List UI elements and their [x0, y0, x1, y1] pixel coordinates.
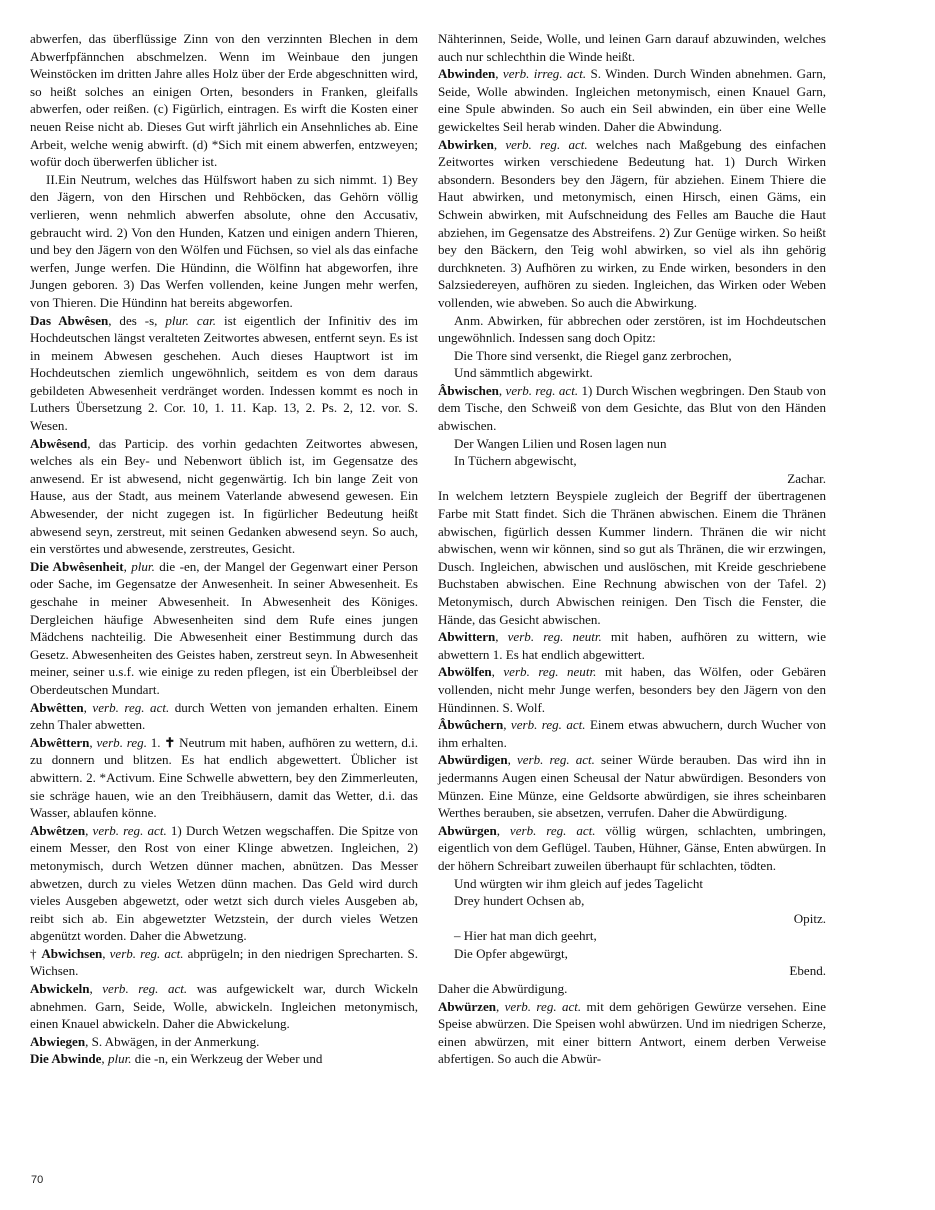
entry-text: ,: [85, 822, 93, 838]
entry-text: mit haben, aufhören zu wittern, wie abwettern 1. Es hat endlich abgewittert.: [438, 629, 826, 662]
entry-text: Und würgten wir ihm gleich auf jedes Tagelicht: [454, 875, 703, 891]
entry-text: Die Thore sind versenkt, die Riegel ganz zerbrochen,: [454, 347, 732, 363]
dictionary-entry: [30, 312, 418, 435]
citation-source: [438, 962, 826, 980]
entry-text: Anm. Abwirken, für abbrechen oder zerstören, ist im Hochdeutschen ungewöhnlich. Indessen sang doch Opitz:: [438, 312, 826, 346]
dictionary-entry: [438, 136, 826, 312]
grammar-label: verb. reg.: [96, 734, 147, 750]
verse-line: [438, 945, 826, 963]
headword: Abwickeln: [30, 981, 90, 997]
headword: Abwürzen: [438, 998, 496, 1014]
dictionary-entry: [30, 945, 418, 980]
entry-text: ,: [101, 1051, 108, 1067]
entry-text: Ebend.: [789, 963, 826, 979]
entry-text: Nähterinnen, Seide, Wolle, und leinen Garn darauf abzuwinden, welches auch nur schlechthin die Winde heißt.: [438, 31, 826, 64]
entry-text: Daher die Abwürdigung.: [438, 981, 568, 997]
headword: Abwürdigen: [438, 752, 508, 768]
entry-text: ,: [89, 981, 103, 997]
headword: Abwinden: [438, 66, 496, 82]
entry-text: mit haben, das Wölfen, oder Gebären vollenden, nicht mehr Junge werfen, besonders bey den Jägern von den Hündinnen. S. Wolf.: [438, 664, 826, 715]
entry-text: Die Opfer abgewürgt,: [454, 945, 568, 961]
dictionary-entry: [30, 980, 418, 1033]
verse-line: [438, 347, 826, 365]
grammar-label: verb. reg. neutr.: [507, 629, 602, 645]
headword: Die Abwêsenheit: [30, 558, 124, 574]
grammar-label: plur.: [131, 558, 155, 574]
dictionary-entry: [30, 822, 418, 945]
headword: Abwiegen: [30, 1033, 86, 1049]
entry-text: ,: [83, 699, 93, 715]
grammar-label: verb. irreg. act.: [502, 66, 587, 82]
verse-line: [438, 892, 826, 910]
dictionary-entry: [438, 382, 826, 435]
dictionary-entry: [30, 435, 418, 558]
entry-text: ,: [123, 558, 132, 574]
entry-text: ,: [102, 945, 110, 961]
grammar-label: verb. reg. act.: [516, 752, 595, 768]
entry-text: In welchem letztern Beyspiele zugleich der Begriff der übertragenen Farbe mit Statt findet. Sich die Thränen abwischen. Einem die Thränen abwischen, figürlich dessen Kummer lindern. Thränen die wir nicht abwischen, wenn wir können, sind so gut als Thränen, die wir erzwingen, Dusch. Ingleichen, abwischen und auslöschen, mit Kreide geschriebene Buchstaben abwischen. Eine Rechnung abwischen von der Tafel. 2) Metonymisch, durch Abwischen reinigen. Den Tisch die Fenster, die Hände, das Gesicht abwischen.: [438, 488, 826, 627]
headword: Abwürgen: [438, 822, 497, 838]
entry-text: ,: [495, 66, 503, 82]
grammar-label: plur. car.: [165, 312, 217, 328]
headword: Abwittern: [438, 629, 496, 645]
entry-text: ,: [503, 717, 511, 733]
entry-text: S. Winden. Durch Winden abnehmen. Garn, Seide, Wolle abwinden. Ingleichen metonymisch, einen Knauel Garn, eine Spule abwinden. So auch ein Seil abwinden, ein über eine Welle gewickeltes Seil herab winden. Daher die Abwindung.: [438, 66, 826, 134]
dictionary-entry: [30, 30, 418, 171]
headword: Âbwûchern: [438, 717, 504, 733]
grammar-label: verb. reg. act.: [109, 945, 184, 961]
entry-text: II.Ein Neutrum, welches das Hülfswort haben zu sich nimmt. 1) Bey den Jägern, von den Hirschen und Rehböcken, das Gehörn völlig verlieren, wenn nehmlich abwerfen absolute, ohne den Accusativ, gebraucht wird. 2) Von den Hunden, Katzen und einigen andern Thieren, und bey den Jägern von den Wölfen und Füchsen, so viel als das einfache werfen, Junge werfen. Die Hündinn, die Wölfinn hat abgeworfen, ihre Jungen geboren. 3) Das Werfen vollenden, keine Jungen mehr werfen, von Thieren. Die Hündinn hat bereits abgeworfen.: [30, 171, 418, 310]
entry-text: ,: [507, 752, 517, 768]
entry-text: †: [30, 945, 42, 961]
headword: Abwêsend: [30, 435, 88, 451]
dictionary-entry: [438, 822, 826, 875]
grammar-label: verb. reg. act.: [92, 699, 170, 715]
entry-text: völlig würgen, schlachten, umbringen, eigentlich von dem Geflügel. Tauben, Hühner, Gänse, Enten abwürgen. In der höhern Schreibart zuweilen überhaupt für schlachten, tödten.: [438, 822, 826, 873]
dictionary-entry: [30, 558, 418, 699]
headword: Das Abwêsen: [30, 312, 109, 328]
grammar-label: verb. reg. act.: [102, 981, 188, 997]
dictionary-entry: [438, 312, 826, 347]
dictionary-entry: [438, 65, 826, 135]
dictionary-entry: [438, 998, 826, 1068]
headword: Abwêtten: [30, 699, 84, 715]
dictionary-entry: [438, 487, 826, 628]
entry-text: ,: [498, 382, 506, 398]
headword: Abwirken: [438, 136, 494, 152]
dictionary-entry: [438, 751, 826, 821]
entry-text: ,: [496, 998, 505, 1014]
entry-text: ,: [496, 822, 510, 838]
grammar-label: verb. reg. act.: [505, 136, 588, 152]
citation-source: [438, 910, 826, 928]
entry-text: , das Particip. des vorhin gedachten Zeitwortes abwesen, welches als ein Bey- und Nebenwort üblich ist, im Gegensatze des anwesend. Er ist abwesend, nicht gegenwärtig. Ich bin lange Zeit von Hause, aus der Stadt, aus meinem Vaterlande abwesend gewesen. Ein Abwesender, der nicht zugegen ist. In figürlicher Bedeutung heißt abwesend seyn, zerstreut, mit seinen Gedanken abwesend seyn. So auch, ein verstörtes und abwesende, zerstreutes, Gesicht.: [30, 435, 418, 557]
grammar-label: verb. reg. act.: [92, 822, 167, 838]
entry-text: Und sämmtlich abgewirkt.: [454, 365, 593, 381]
grammar-label: verb. reg. act.: [505, 382, 579, 398]
dictionary-entry: [30, 171, 418, 312]
verse-line: [438, 435, 826, 453]
entry-text: In Tüchern abgewischt,: [454, 453, 577, 469]
left-column: [30, 30, 418, 1068]
entry-text: Drey hundert Ochsen ab,: [454, 893, 585, 909]
entry-text: was aufgewickelt war, durch Wickeln abnehmen. Garn, Seide, Wolle, abwickeln. Ingleichen metonymisch, einen Knauel abwickeln. Daher die Abwickelung.: [30, 981, 418, 1032]
grammar-label: verb. reg. act.: [504, 998, 582, 1014]
grammar-label: verb. reg. act.: [510, 717, 586, 733]
verse-line: [438, 364, 826, 382]
entry-text: Zachar.: [787, 470, 826, 486]
grammar-label: plur.: [107, 1051, 132, 1067]
dictionary-entry: [438, 30, 826, 65]
entry-text: – Hier hat man dich geehrt,: [454, 928, 597, 944]
page-number: 70: [31, 1174, 44, 1186]
entry-text: , S. Abwägen, in der Anmerkung.: [85, 1033, 260, 1049]
entry-text: abwerfen, das überflüssige Zinn von den verzinnten Blechen in dem Abwerfpfännchen abschmelzen. Wenn im Weinbaue den jungen Weinstöcken im dritten Jahre alles Holz über der Erde abgeschnitten wird, so heißt solches an einigen Orten, besonders in Franken, gleifalls abwerfen, oder reißen. (c) Figürlich, eintragen. Es wirft die Kosten einer neuen Reise nicht ab. Dieses Gut wirft jährlich ein Ansehnliches ab. Eine Arbeit, welche wenig abwirft. (d) *Sich mit einem abwerfen, entzweyen; wofür doch überwerfen üblicher ist.: [30, 31, 418, 170]
entry-text: 1) Durch Wischen wegbringen. Den Staub von dem Tische, den Schweiß von dem Gesichte, das Blut von den Händen abwischen.: [438, 382, 826, 434]
entry-text: ist eigentlich der Infinitiv des im Hochdeutschen längst veralteten Zeitwortes abwesen, entfernt seyn. Es ist in meinem Abwesen geschehen. Auch dieses Hauptwort ist im Hochdeutschen ziemlich ungewöhnlich, seitdem es von dem daraus gebildeten Abwesenheit verdränget worden. Indessen kommt es noch in Luthers Übersetzung 2. Cor. 10, 1. 11. Kap. 13, 2. Ps. 2, 12. vor. S. Wesen.: [30, 312, 418, 434]
dictionary-entry: [438, 980, 826, 998]
right-column: [438, 30, 826, 1068]
entry-text: ,: [495, 629, 508, 645]
headword: Âbwischen: [438, 382, 499, 398]
citation-source: [438, 470, 826, 488]
verse-line: [438, 875, 826, 893]
entry-text: die -n, ein Werkzeug der Weber und: [131, 1051, 323, 1067]
headword: Abwichsen: [41, 945, 103, 961]
headword: Abwêttern: [30, 734, 90, 750]
entry-text: mit dem gehörigen Gewürze versehen. Eine Speise abwürzen. Die Speisen wohl abwürzen. Und im niedrigen Scherze, einen abwürzen, mit einer bittern Antwort, einem derben Verweise abfertigen. So auch die Abwür-: [438, 998, 826, 1067]
headword: Abwêtzen: [30, 822, 86, 838]
entry-text: welches nach Maßgebung des einfachen Zeitwortes wirken verschiedene Bedeutung hat. 1) Durch Wirken absondern. Besonders bey den Jägern, für abziehen. Einem Thiere die Haut abwirken, und metonymisch, einen Hirsch, einen Gäms, ein Schwein abwirken, mit Aufschneidung des Felles am Bauche die Haut abziehen, im Gegensatze des Abstreifens. 2) Zur Genüge wirken. So heißt bey den Bäckern, den Teig wohl abwirken, so viel als ihn gehörig durchkneten. 3) Aufhören zu wirken, zu Ende wirken, besonders in den Salzsiedereyen, aufhören zu sieden. Ingleichen, das Wirken oder Weben vollenden, wie abweben. So auch die Abwirkung.: [438, 136, 826, 310]
entry-text: ,: [89, 734, 97, 750]
entry-text: ,: [493, 136, 506, 152]
dictionary-entry: [30, 1033, 418, 1051]
entry-text: seiner Würde berauben. Das wird ihn in jedermanns Augen einen Scheusal der Natur abwürdigen. Besonders von Münzen. Eine Münze, eine Geldsorte abwürdigen, sie ihres scheinbaren Werthes berauben, sie absetzen, verrufen. Daher die Abwürdigung.: [438, 752, 827, 821]
entry-text: abprügeln; in den niedrigen Sprecharten. S. Wichsen.: [30, 945, 419, 979]
grammar-label: verb. reg. neutr.: [503, 664, 597, 680]
grammar-label: verb. reg. act.: [509, 822, 596, 838]
entry-text: Einem etwas abwuchern, durch Wucher von ihm erhalten.: [438, 717, 827, 750]
dictionary-entry: [30, 699, 418, 734]
entry-text: Neutrum mit haben, aufhören zu wettern, d.i. zu donnern und blitzen. Es hat endlich abgewettert. Üblicher ist abwittern. 2. *Activum. Eine Schwelle abwettern, bey den Zimmerleuten, sie schräge hauen, wie an den Treibhäusern, damit das Wetter, d.i. das Wasser, ablaufen könne.: [30, 734, 419, 821]
entry-text: Opitz.: [793, 910, 826, 926]
dictionary-entry: [438, 663, 826, 716]
entry-text: 1) Durch Wetzen wegschaffen. Die Spitze von einem Messer, den Rost von einer Klinge abwetzen. Ingleichen, 2) metonymisch, durch Wetzen dünner machen, abnützen. Das Messer abwetzen, durch zu vieles Wetzen dünn machen. Das Geld wird durch vieles Ausgeben abgewetzt, oder wetzt sich durch vieles Ausgeben ab, reibt sich ab. Ein abgewetzter Wetzstein, der durch vieles Wetzen abgenützt worden. Daher die Abwetzung.: [30, 822, 418, 944]
headword: ✝: [164, 734, 176, 750]
dictionary-entry: [438, 628, 826, 663]
headword: Die Abwinde: [30, 1051, 102, 1067]
entry-text: die -en, der Mangel der Gegenwart einer Person oder Sache, im Gegensatze der Anwesenheit. In seiner Abwesenheit. Es geschahe in meiner Abwesenheit. In Abwesenheit des Königes. Dergleichen häufige Abwesenheiten sind dem Rufe eines jungen Mädchens nachteilig. Die Abwesenheit einer Bestimmung durch das Gesetz. Abwesenheiten des Geistes haben, zerstreut seyn. In Abwesenheit meiner, seiner u.s.f. wie einige zu reden pflegen, ist ein Überbleibsel der Oberdeutschen Mundart.: [30, 558, 419, 697]
dictionary-entry: [438, 716, 826, 751]
entry-text: durch Wetten von jemanden erhalten. Einem zehn Thaler abwetten.: [30, 699, 418, 733]
dictionary-entry: [30, 734, 418, 822]
entry-text: Der Wangen Lilien und Rosen lagen nun: [454, 435, 667, 451]
headword: Abwölfen: [438, 664, 492, 680]
entry-text: , des -s,: [108, 312, 166, 328]
verse-line: [438, 927, 826, 945]
verse-line: [438, 452, 826, 470]
entry-text: 1.: [146, 734, 165, 750]
entry-text: ,: [491, 664, 504, 680]
dictionary-entry: [30, 1050, 418, 1068]
